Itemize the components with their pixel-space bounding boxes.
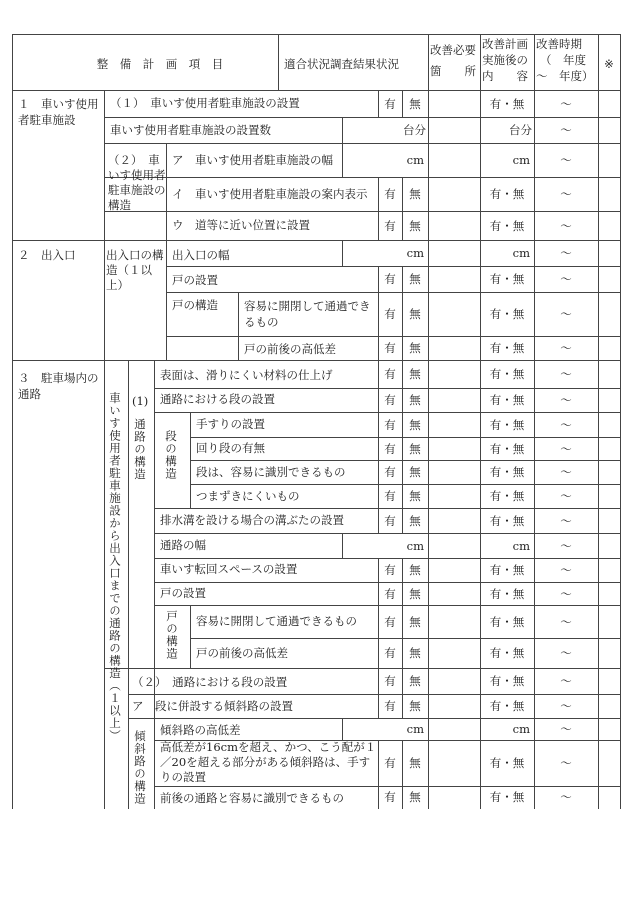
s3-handrail: 手すりの設置 [196,417,265,431]
grid-line [104,177,621,178]
mark-yes: 有 [384,187,396,201]
grid-line [166,240,167,361]
mark-yes: 有 [384,646,396,660]
mark-yesno: 有・無 [489,587,525,601]
unit-cm: cm [512,246,530,260]
mark-no: 無 [409,442,421,456]
mark-no: 無 [409,646,421,660]
grid-line [154,582,621,583]
grid-line [190,460,621,461]
mark-no: 無 [409,756,421,770]
mark-no: 無 [409,187,421,201]
mark-tilde: ～ [560,97,572,111]
s2-structure: 出入口の構造（１以上） [106,248,164,292]
grid-line [12,34,13,809]
header-plan: 改善計画 [482,37,528,51]
mark-tilde: ～ [560,587,572,601]
grid-line [190,437,621,438]
s3-ramp-height: 傾斜路の高低差 [160,723,241,737]
grid-line [154,412,621,413]
mark-no: 無 [409,615,421,629]
s3-route-label: 車いす使用者駐車施設から出入口までの通路の構造（１以上） [108,392,122,742]
s3-door-easy: 容易に開閉して通過できるもの [196,614,357,628]
mark-tilde: ～ [560,307,572,321]
grid-line [342,533,343,559]
mark-no: 無 [409,272,421,286]
unit-cm: cm [406,153,424,167]
mark-no: 無 [409,489,421,503]
header-need-fix: 改善必要 [430,43,476,57]
mark-no: 無 [409,790,421,804]
grid-line [154,786,621,787]
unit-cm: cm [406,722,424,736]
mark-yesno: 有・無 [489,514,525,528]
mark-yes: 有 [384,272,396,286]
grid-line [12,34,621,35]
s3-p1: (1) [132,394,149,408]
grid-line [154,533,621,534]
grid-line [104,668,621,669]
mark-yesno: 有・無 [489,367,525,381]
mark-no: 無 [409,514,421,528]
s2-door-easy: 容易に開閉して通過できるもの [244,299,371,329]
mark-tilde: ～ [560,699,572,713]
mark-yesno: 有・無 [489,341,525,355]
mark-tilde: ～ [560,367,572,381]
grid-line [190,484,621,485]
mark-yesno: 有・無 [489,187,525,201]
mark-no: 無 [409,563,421,577]
mark-yesno: 有・無 [489,393,525,407]
s3-door-step: 戸の前後の高低差 [196,646,288,660]
mark-yesno: 有・無 [489,465,525,479]
grid-line [166,266,621,267]
mark-yes: 有 [384,790,396,804]
mark-yes: 有 [384,367,396,381]
s1-width: ア 車いす使用者駐車施設の幅 [172,153,333,167]
s3-drain: 排水溝を設ける場合の溝ぶたの設置 [160,513,344,527]
mark-tilde: ～ [560,790,572,804]
unit-count: 台分 [509,123,532,137]
s3-turn: 車いす転回スペースの設置 [160,562,298,576]
section-1-title: １ 車いす使用者駐車施設 [18,97,99,127]
s3-spiral: 回り段の有無 [196,441,265,455]
section-3-title: ３ 駐車場内の通路 [18,371,99,401]
unit-cm: cm [406,539,424,553]
mark-yesno: 有・無 [489,418,525,432]
s3-path-structure: 通路の構造 [133,418,147,481]
mark-yes: 有 [384,393,396,407]
mark-yes: 有 [384,219,396,233]
mark-no: 無 [409,674,421,688]
mark-yes: 有 [384,442,396,456]
mark-yesno: 有・無 [489,219,525,233]
s2-width: 出入口の幅 [172,248,230,262]
mark-tilde: ～ [560,465,572,479]
mark-no: 無 [409,465,421,479]
mark-tilde: ～ [560,418,572,432]
mark-yesno: 有・無 [489,563,525,577]
grid-line [104,143,621,144]
mark-yesno: 有・無 [489,646,525,660]
mark-tilde: ～ [560,615,572,629]
mark-yes: 有 [384,418,396,432]
s3-ramp-structure: 傾斜路の構造 [133,730,147,805]
grid-line [154,605,621,606]
mark-yes: 有 [384,563,396,577]
mark-no: 無 [409,307,421,321]
mark-tilde: ～ [560,514,572,528]
grid-line [190,605,191,669]
s3-identify: 段は、容易に識別できるもの [196,465,346,479]
header-plan-3: 内 容 [482,69,528,83]
section-2-title: ２ 出入口 [18,248,76,262]
mark-tilde: ～ [560,123,572,137]
grid-line [190,638,621,639]
mark-no: 無 [409,219,421,233]
header-period-3: ～ 年度） [536,69,594,83]
grid-line [128,718,621,719]
grid-line [166,336,621,337]
mark-yes: 有 [384,97,396,111]
grid-line [104,90,105,241]
mark-yes: 有 [384,489,396,503]
mark-yes: 有 [384,465,396,479]
s2-door-step: 戸の前後の高低差 [244,342,336,356]
mark-tilde: ～ [560,646,572,660]
mark-tilde: ～ [560,272,572,286]
mark-yesno: 有・無 [489,790,525,804]
grid-line [128,360,129,809]
grid-line [128,694,621,695]
mark-tilde: ～ [560,153,572,167]
header-survey: 適合状況調査結果状況 [284,57,399,71]
unit-cm: cm [512,722,530,736]
s3-ramp-front: 前後の通路と容易に識別できるもの [160,791,344,805]
s3-p2: （２） 通路における段の設置 [132,675,288,689]
mark-no: 無 [409,97,421,111]
s1-row-setup: （１） 車いす使用者駐車施設の設置 [110,96,300,110]
mark-tilde: ～ [560,219,572,233]
header-period-2: （ 年度 [540,53,586,67]
mark-yes: 有 [384,341,396,355]
s3-width: 通路の幅 [160,538,206,552]
s1-location: ウ 道等に近い位置に設置 [172,218,310,232]
mark-tilde: ～ [560,489,572,503]
s3-door-structure: 戸の構造 [165,610,179,660]
s3-ramp-rail: 高低差が16cmを超え、かつ、こう配が１／20を超える部分がある傾斜路は、手すりの設置 [160,740,377,784]
mark-yes: 有 [384,587,396,601]
mark-tilde: ～ [560,756,572,770]
header-need-fix-2: 箇 所 [430,64,476,78]
grid-line [342,240,343,267]
grid-line [428,34,429,809]
mark-yes: 有 [384,699,396,713]
s3-step-structure: 段の構造 [164,430,178,480]
mark-tilde: ～ [560,187,572,201]
header-period: 改善時期 [536,37,582,51]
mark-tilde: ～ [560,674,572,688]
unit-cm: cm [512,153,530,167]
s3-steps: 通路における段の設置 [160,392,275,406]
grid-line [278,34,279,91]
grid-line [154,388,621,389]
mark-yesno: 有・無 [489,674,525,688]
grid-line [104,240,105,361]
s1-sign: イ 車いす使用者駐車施設の案内表示 [172,187,368,201]
s1-sub-structure: （２） 車いす使用者駐車施設の構造 [108,153,166,212]
grid-line [104,360,105,809]
mark-tilde: ～ [560,722,572,736]
mark-tilde: ～ [560,341,572,355]
mark-yesno: 有・無 [489,272,525,286]
mark-yesno: 有・無 [489,97,525,111]
s3-trip: つまずきにくいもの [196,489,300,503]
mark-tilde: ～ [560,442,572,456]
mark-no: 無 [409,699,421,713]
mark-yes: 有 [384,674,396,688]
s3-surface: 表面は、滑りにくい材料の仕上げ [160,368,333,382]
unit-cm: cm [406,246,424,260]
grid-line [154,360,155,809]
s3-ramp: ア 段に併設する傾斜路の設置 [132,699,293,713]
s1-row-count: 車いす使用者駐車施設の設置数 [110,123,271,137]
grid-line [342,718,343,741]
mark-yes: 有 [384,615,396,629]
grid-line [104,211,621,212]
grid-line [238,292,239,361]
grid-line [620,34,621,809]
mark-yesno: 有・無 [489,307,525,321]
mark-tilde: ～ [560,539,572,553]
grid-line [154,508,621,509]
mark-yes: 有 [384,514,396,528]
mark-tilde: ～ [560,246,572,260]
s2-door-structure: 戸の構造 [172,298,218,312]
grid-line [598,34,599,809]
header-plan-2: 実施後の [482,53,528,67]
grid-line [104,117,621,118]
note-mark: ※ [604,57,614,71]
mark-tilde: ～ [560,393,572,407]
unit-count: 台分 [403,123,426,137]
mark-yes: 有 [384,756,396,770]
mark-yesno: 有・無 [489,489,525,503]
mark-no: 無 [409,418,421,432]
mark-yesno: 有・無 [489,442,525,456]
unit-cm: cm [512,539,530,553]
mark-no: 無 [409,587,421,601]
mark-no: 無 [409,367,421,381]
mark-yes: 有 [384,307,396,321]
s2-door: 戸の設置 [172,273,218,287]
grid-line [166,292,621,293]
mark-yesno: 有・無 [489,756,525,770]
mark-tilde: ～ [560,563,572,577]
mark-yesno: 有・無 [489,699,525,713]
mark-yesno: 有・無 [489,615,525,629]
header-item: 整 備 計 画 項 目 [96,57,224,71]
mark-no: 無 [409,393,421,407]
grid-line [154,558,621,559]
s3-door: 戸の設置 [160,586,206,600]
mark-no: 無 [409,341,421,355]
